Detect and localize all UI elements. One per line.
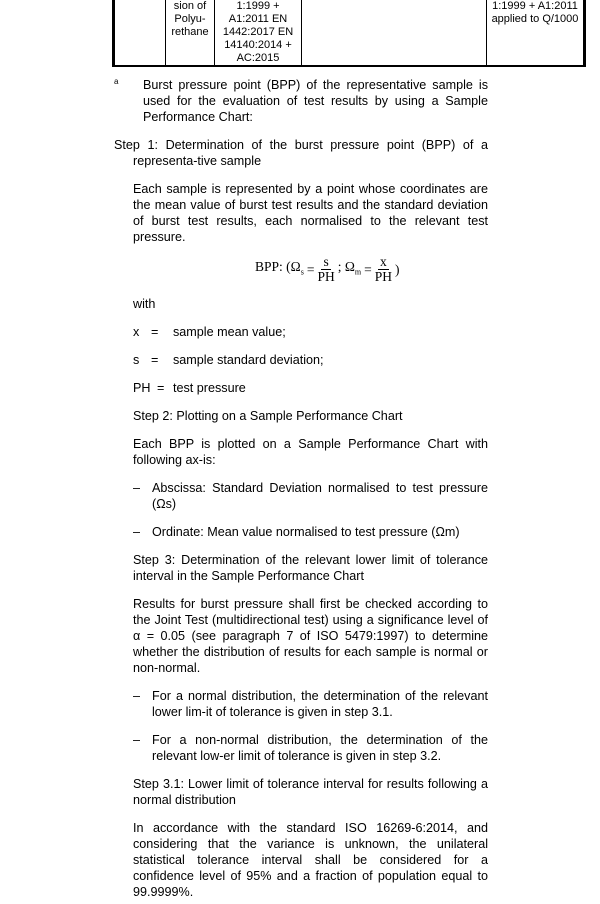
equals: = <box>157 381 165 395</box>
equals: = <box>151 353 159 367</box>
document-body <box>114 77 488 900</box>
numerator: s <box>323 254 329 269</box>
formula-eq: = <box>364 261 372 277</box>
standards-table <box>112 0 586 67</box>
step2-heading: Step 2: Plotting on a Sample Performance Chart <box>133 409 403 423</box>
table-cell <box>302 0 487 66</box>
table-cell: 1:1999 + A1:2011 EN 1442:2017 EN 14140:2014 + AC:2015 <box>215 0 302 66</box>
step3-heading: Step 3: Determination of the relevant lower limit of tolerance interval in the Sample Performance Chart <box>133 553 488 583</box>
bullet-dash: – <box>133 525 141 539</box>
footnote-marker: a <box>114 77 119 86</box>
symbol: s <box>133 353 140 367</box>
bullet-non-normal <box>133 732 488 764</box>
step3-paragraph: Results for burst pressure shall first be checked according to the Joint Test (multidirectional test) using a significance level of α = 0.05 (see paragraph 7 of ISO 5479:1997) to determine whether the distribution of results for each sample is normal or non-normal. <box>133 597 488 675</box>
definition <box>133 324 488 340</box>
bullet-text: Ordinate: Mean value normalised to test pressure (Ωm) <box>152 525 460 539</box>
denominator: PH <box>317 269 335 284</box>
bullet-text: For a non-normal distribution, the determination of the relevant low-er limit of tolerance is given in step 3.2. <box>152 733 488 763</box>
step2-paragraph: Each BPP is plotted on a Sample Performance Chart with following ax-is: <box>133 437 488 467</box>
step1-heading: Step 1: Determination of the burst pressure point (BPP) of a representa-tive sample <box>114 138 488 168</box>
footnote <box>114 77 488 125</box>
table-row <box>114 0 585 66</box>
with-label: with <box>133 297 156 311</box>
formula-sub: s <box>300 267 304 277</box>
bullet-dash: – <box>133 733 141 747</box>
definition-text: sample standard deviation; <box>173 353 324 367</box>
bullet-abscissa <box>133 480 488 512</box>
denominator: PH <box>374 269 392 284</box>
fraction <box>375 255 392 284</box>
bullet-text: Abscissa: Standard Deviation normalised to test pressure (Ωs) <box>152 481 488 511</box>
bullet-normal <box>133 688 488 720</box>
definition-text: test pressure <box>173 381 246 395</box>
formula-text: ) <box>395 261 400 277</box>
bullet-dash: – <box>133 481 141 495</box>
step31-paragraph: In accordance with the standard ISO 16269-6:2014, and considering that the variance is unknown, the unilateral statistical tolerance interval shall be considered for a confidence level of 95% and a fraction of population equal to 99.9999%. <box>133 821 488 899</box>
bullet-ordinate <box>133 524 488 540</box>
definition-text: sample mean value; <box>173 325 286 339</box>
step1-paragraph: Each sample is represented by a point whose coordinates are the mean value of burst test results and the standard deviation of burst test results, each normalised to the relevant test pressure. <box>133 182 488 244</box>
table-cell: sion of Polyu- rethane <box>166 0 215 66</box>
footnote-text: Burst pressure point (BPP) of the representative sample is used for the evaluation of test results by using a Sample Performance Chart: <box>143 78 488 124</box>
step31-heading: Step 3.1: Lower limit of tolerance interval for results following a normal distribution <box>133 777 488 807</box>
formula-text: BPP: (Ω <box>255 258 301 274</box>
equals: = <box>151 325 159 339</box>
fraction <box>317 255 334 284</box>
numerator: x <box>379 254 387 269</box>
symbol: x <box>133 325 140 339</box>
formula-eq: = <box>306 261 315 277</box>
definition <box>133 380 488 396</box>
table-cell: 1:1999 + A1:2011 applied to Q/1000 <box>487 0 585 66</box>
bpp-formula <box>255 255 488 284</box>
formula-text: ; Ω <box>337 258 355 274</box>
bullet-text: For a normal distribution, the determination of the relevant lower lim-it of tolerance is given in step 3.1. <box>152 689 488 719</box>
symbol: PH <box>133 381 151 395</box>
definition <box>133 352 488 368</box>
table-cell <box>114 0 166 66</box>
bullet-dash: – <box>133 689 141 703</box>
formula-sub: m <box>354 267 362 277</box>
